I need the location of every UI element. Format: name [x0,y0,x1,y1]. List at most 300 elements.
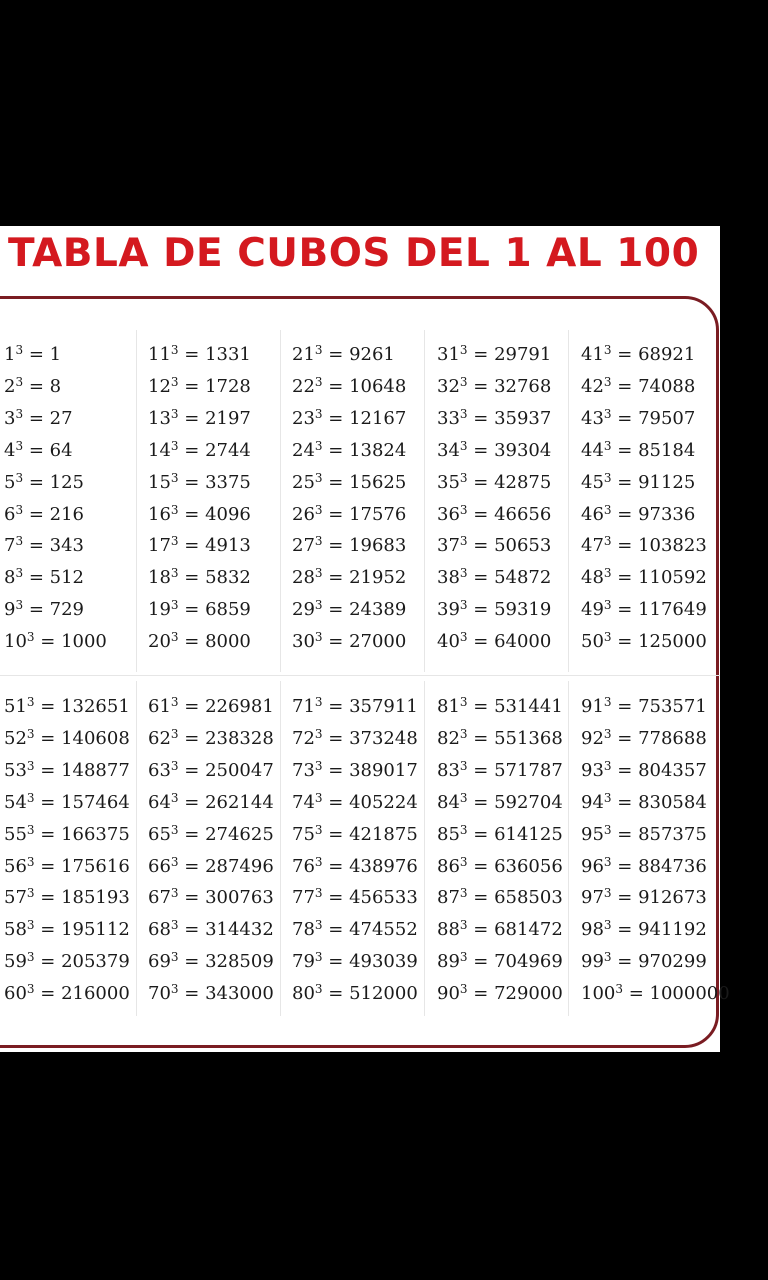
cube-value: 405224 [349,791,418,813]
cube-exponent: 3 [459,758,468,773]
cube-base: 53 [4,759,27,781]
cube-exponent: 3 [603,630,612,645]
cube-base: 24 [292,439,315,461]
cube-value: 729000 [494,983,563,1005]
cube-entry: $94^3 = 830584$ [581,790,707,813]
cube-base: 45 [581,471,604,493]
cube-exponent: 3 [314,950,323,965]
cube-base: 98 [581,919,604,941]
cube-value: 343 [49,535,84,557]
cube-base: 38 [437,567,460,589]
cube-value: 373248 [349,727,418,749]
cube-base: 33 [437,407,460,429]
cube-entry: $22^3 = 10648$ [292,374,407,397]
cube-base: 28 [292,567,315,589]
cube-entry: $86^3 = 636056$ [437,854,563,877]
cube-base: 55 [4,823,27,845]
cube-value: 2744 [205,439,251,461]
cube-base: 3 [4,407,16,429]
cube-exponent: 3 [26,886,35,901]
cube-exponent: 3 [459,534,468,549]
cube-base: 8 [4,567,16,589]
cube-exponent: 3 [170,534,179,549]
cube-base: 54 [4,791,27,813]
cube-base: 93 [581,759,604,781]
cube-exponent: 3 [603,758,612,773]
cube-exponent: 3 [314,790,323,805]
cube-entry: $48^3 = 110592$ [581,566,707,589]
cube-entry: $12^3 = 1728$ [148,374,251,397]
cube-entry: $34^3 = 39304$ [437,438,552,461]
cube-entry: $97^3 = 912673$ [581,886,707,909]
cube-exponent: 3 [170,790,179,805]
cube-exponent: 3 [603,470,612,485]
cube-base: 13 [148,407,171,429]
cube-base: 79 [292,951,315,973]
column-divider [136,330,137,672]
cube-value: 8000 [205,631,251,653]
cube-base: 71 [292,696,315,717]
cube-base: 59 [4,951,27,973]
cube-base: 77 [292,887,315,909]
cube-value: 35937 [494,407,552,429]
cube-exponent: 3 [170,438,179,453]
cube-exponent: 3 [314,695,323,709]
cube-base: 67 [148,887,171,909]
cube-exponent: 3 [459,343,468,357]
cube-exponent: 3 [603,854,612,869]
cube-base: 63 [148,759,171,781]
cube-exponent: 3 [314,630,323,645]
cube-exponent: 3 [615,982,623,997]
cube-value: 343000 [205,983,274,1005]
cube-entry: $77^3 = 456533$ [292,886,418,909]
cube-exponent: 3 [603,566,612,581]
cube-entry: $31^3 = 29791$ [437,343,552,365]
cube-exponent: 3 [170,630,179,645]
cube-exponent: 3 [459,950,468,965]
cube-exponent: 3 [314,822,323,837]
cube-exponent: 3 [170,918,179,933]
column-divider [280,330,281,672]
cube-value: 117649 [638,599,707,621]
cube-value: 27000 [349,631,407,653]
cube-value: 389017 [349,759,418,781]
cube-exponent: 3 [26,758,35,773]
cube-exponent: 3 [603,502,612,517]
cube-entry: $76^3 = 438976$ [292,854,418,877]
cube-entry: $35^3 = 42875$ [437,470,552,493]
cube-exponent: 3 [15,406,24,421]
cube-entry: $14^3 = 2744$ [148,438,251,461]
cube-base: 66 [148,855,171,877]
cube-base: 70 [148,983,171,1005]
cube-base: 1 [4,344,16,365]
cube-exponent: 3 [170,822,179,837]
column-divider [568,330,569,672]
cube-value: 125 [49,471,84,493]
cube-exponent: 3 [459,854,468,869]
cube-exponent: 3 [314,886,323,901]
cube-exponent: 3 [459,726,468,741]
cube-base: 48 [581,567,604,589]
cube-base: 31 [437,344,460,365]
cube-exponent: 3 [459,790,468,805]
cube-entry: $25^3 = 15625$ [292,470,407,493]
cube-value: 17576 [349,503,407,525]
cube-value: 274625 [205,823,274,845]
cube-entry: $100^3 = 1000000$ [581,982,730,1005]
cube-exponent: 3 [170,854,179,869]
cube-base: 81 [437,696,460,717]
cube-value: 19683 [349,535,407,557]
cube-base: 82 [437,727,460,749]
cube-entry: $91^3 = 753571$ [581,695,707,717]
cube-value: 8 [49,375,62,397]
cube-base: 64 [148,791,171,813]
cube-value: 262144 [205,791,274,813]
cube-base: 35 [437,471,460,493]
cube-exponent: 3 [170,886,179,901]
cube-base: 6 [4,503,16,525]
cube-base: 84 [437,791,460,813]
cube-entry: $9^3 = 729$ [4,598,84,621]
cube-entry: $82^3 = 551368$ [437,726,563,749]
cube-exponent: 3 [170,950,179,965]
cube-entry: $70^3 = 343000$ [148,982,274,1005]
cube-entry: $36^3 = 46656$ [437,502,552,525]
cube-value: 216000 [61,983,130,1005]
cube-value: 91125 [638,471,696,493]
cube-value: 592704 [494,791,563,813]
cube-exponent: 3 [459,886,468,901]
cube-value: 21952 [349,567,407,589]
cube-entry: $73^3 = 389017$ [292,758,418,781]
cube-value: 140608 [61,727,130,749]
cube-entry: $11^3 = 1331$ [148,343,251,365]
cube-entry: $21^3 = 9261$ [292,343,395,365]
cube-value: 474552 [349,919,418,941]
cube-entry: $65^3 = 274625$ [148,822,274,845]
cube-entry: $71^3 = 357911$ [292,695,418,717]
cube-entry: $40^3 = 64000$ [437,630,552,653]
cube-value: 778688 [638,727,707,749]
cube-exponent: 3 [314,534,323,549]
cube-value: 857375 [638,823,707,845]
cube-base: 4 [4,439,16,461]
cube-base: 97 [581,887,604,909]
cube-entry: $49^3 = 117649$ [581,598,707,621]
cube-exponent: 3 [603,822,612,837]
cube-base: 23 [292,407,315,429]
cube-entry: $72^3 = 373248$ [292,726,418,749]
cube-exponent: 3 [603,598,612,613]
cube-entry: $3^3 = 27$ [4,406,73,429]
cube-value: 97336 [638,503,696,525]
cube-entry: $37^3 = 50653$ [437,534,552,557]
cube-value: 64 [49,439,73,461]
cube-entry: $38^3 = 54872$ [437,566,552,589]
cube-exponent: 3 [603,950,612,965]
cube-value: 1000000 [649,983,730,1005]
cube-value: 357911 [349,696,418,717]
cube-value: 1 [49,344,62,365]
cube-entry: $78^3 = 474552$ [292,918,418,941]
cube-value: 1000 [61,631,107,653]
cube-exponent: 3 [15,502,24,517]
cube-exponent: 3 [170,374,179,389]
cube-base: 40 [437,631,460,653]
cube-entry: $4^3 = 64$ [4,438,73,461]
cube-value: 79507 [638,407,696,429]
cube-entry: $90^3 = 729000$ [437,982,563,1005]
cube-base: 41 [581,344,604,365]
cube-entry: $68^3 = 314432$ [148,918,274,941]
cube-exponent: 3 [26,726,35,741]
cube-exponent: 3 [314,470,323,485]
cube-exponent: 3 [15,343,24,357]
cube-value: 2197 [205,407,251,429]
cube-value: 42875 [494,471,552,493]
cube-base: 72 [292,727,315,749]
cube-base: 89 [437,951,460,973]
cube-exponent: 3 [603,438,612,453]
cube-value: 157464 [61,791,130,813]
cube-entry: $19^3 = 6859$ [148,598,251,621]
cube-entry: $43^3 = 79507$ [581,406,696,429]
cube-exponent: 3 [603,343,612,357]
cube-value: 250047 [205,759,274,781]
cube-exponent: 3 [314,854,323,869]
cube-base: 30 [292,631,315,653]
cube-entry: $30^3 = 27000$ [292,630,407,653]
cube-entry: $28^3 = 21952$ [292,566,407,589]
cube-entry: $99^3 = 970299$ [581,950,707,973]
cube-exponent: 3 [15,470,24,485]
cube-exponent: 3 [459,470,468,485]
cube-value: 110592 [638,567,707,589]
cube-exponent: 3 [26,854,35,869]
cube-table-sheet [0,226,730,1052]
cube-value: 912673 [638,887,707,909]
cube-exponent: 3 [603,918,612,933]
cube-value: 74088 [638,375,696,397]
cube-entry: $33^3 = 35937$ [437,406,552,429]
column-divider [424,330,425,672]
cube-exponent: 3 [459,982,468,997]
cube-base: 27 [292,535,315,557]
cube-exponent: 3 [170,695,179,709]
cube-base: 10 [4,631,27,653]
cube-value: 148877 [61,759,130,781]
cube-entry: $46^3 = 97336$ [581,502,696,525]
cube-base: 18 [148,567,171,589]
cube-entry: $85^3 = 614125$ [437,822,563,845]
cube-entry: $55^3 = 166375$ [4,822,130,845]
cube-entry: $6^3 = 216$ [4,502,84,525]
cube-value: 1728 [205,375,251,397]
cube-entry: $2^3 = 8$ [4,374,62,397]
cube-base: 5 [4,471,16,493]
cube-entry: $62^3 = 238328$ [148,726,274,749]
cube-entry: $53^3 = 148877$ [4,758,130,781]
cube-base: 76 [292,855,315,877]
cube-entry: $26^3 = 17576$ [292,502,407,525]
cube-exponent: 3 [459,406,468,421]
cube-base: 26 [292,503,315,525]
cube-base: 83 [437,759,460,781]
cube-value: 27 [49,407,73,429]
cube-base: 68 [148,919,171,941]
cube-base: 16 [148,503,171,525]
cube-entry: $61^3 = 226981$ [148,695,274,717]
cube-entry: $66^3 = 287496$ [148,854,274,877]
cube-base: 94 [581,791,604,813]
cube-exponent: 3 [170,982,179,997]
cube-value: 512000 [349,983,418,1005]
cube-exponent: 3 [314,566,323,581]
cube-entry: $10^3 = 1000$ [4,630,107,653]
cube-value: 830584 [638,791,707,813]
cube-exponent: 3 [314,438,323,453]
cube-entry: $79^3 = 493039$ [292,950,418,973]
cube-base: 69 [148,951,171,973]
cube-base: 32 [437,375,460,397]
cube-value: 216 [49,503,84,525]
cube-value: 658503 [494,887,563,909]
cube-value: 531441 [494,696,563,717]
cube-entry: $44^3 = 85184$ [581,438,696,461]
cube-value: 614125 [494,823,563,845]
cube-exponent: 3 [314,982,323,997]
cube-base: 2 [4,375,16,397]
cube-entry: $81^3 = 531441$ [437,695,563,717]
cube-entry: $1^3 = 1$ [4,343,62,365]
cube-exponent: 3 [26,790,35,805]
cube-exponent: 3 [459,822,468,837]
cube-value: 970299 [638,951,707,973]
cube-entry: $92^3 = 778688$ [581,726,707,749]
cube-entry: $51^3 = 132651$ [4,695,130,717]
cube-entry: $80^3 = 512000$ [292,982,418,1005]
cube-entry: $20^3 = 8000$ [148,630,251,653]
cube-value: 4096 [205,503,251,525]
cube-entry: $42^3 = 74088$ [581,374,696,397]
cube-base: 74 [292,791,315,813]
cube-value: 551368 [494,727,563,749]
cube-exponent: 3 [603,374,612,389]
cube-value: 681472 [494,919,563,941]
cube-value: 314432 [205,919,274,941]
cube-value: 704969 [494,951,563,973]
cube-exponent: 3 [170,470,179,485]
cube-value: 205379 [61,951,130,973]
cube-base: 51 [4,696,27,717]
cube-base: 11 [148,344,171,365]
cube-value: 571787 [494,759,563,781]
cube-value: 15625 [349,471,407,493]
cube-exponent: 3 [170,598,179,613]
cube-entry: $8^3 = 512$ [4,566,84,589]
cube-exponent: 3 [15,534,24,549]
cube-entry: $64^3 = 262144$ [148,790,274,813]
cube-base: 85 [437,823,460,845]
cube-value: 54872 [494,567,552,589]
cube-base: 99 [581,951,604,973]
cube-value: 46656 [494,503,552,525]
cube-base: 34 [437,439,460,461]
cube-base: 9 [4,599,16,621]
cube-base: 22 [292,375,315,397]
cube-value: 85184 [638,439,696,461]
cube-value: 287496 [205,855,274,877]
cube-entry: $93^3 = 804357$ [581,758,707,781]
cube-exponent: 3 [459,598,468,613]
cube-value: 12167 [349,407,407,429]
column-divider [568,681,569,1016]
cube-value: 13824 [349,439,407,461]
cube-exponent: 3 [603,406,612,421]
cube-base: 61 [148,696,171,717]
cube-exponent: 3 [314,343,323,357]
column-divider [136,681,137,1016]
cube-value: 50653 [494,535,552,557]
cube-entry: $32^3 = 32768$ [437,374,552,397]
cube-base: 100 [581,983,616,1005]
cube-base: 47 [581,535,604,557]
cube-base: 46 [581,503,604,525]
cube-entry: $57^3 = 185193$ [4,886,130,909]
cube-entry: $98^3 = 941192$ [581,918,707,941]
cube-exponent: 3 [15,598,24,613]
cube-entry: $7^3 = 343$ [4,534,84,557]
cube-base: 52 [4,727,27,749]
cube-entry: $5^3 = 125$ [4,470,84,493]
cube-value: 29791 [494,344,552,365]
cube-value: 493039 [349,951,418,973]
cube-value: 39304 [494,439,552,461]
cube-exponent: 3 [459,502,468,517]
cube-entry: $56^3 = 175616$ [4,854,130,877]
cube-value: 103823 [638,535,707,557]
cube-base: 80 [292,983,315,1005]
cube-exponent: 3 [26,695,35,709]
cube-base: 21 [292,344,315,365]
cube-entry: $27^3 = 19683$ [292,534,407,557]
cube-value: 132651 [61,696,130,717]
cube-exponent: 3 [459,566,468,581]
cube-value: 6859 [205,599,251,621]
cube-base: 50 [581,631,604,653]
cube-base: 86 [437,855,460,877]
cube-entry: $63^3 = 250047$ [148,758,274,781]
cube-value: 9261 [349,344,395,365]
column-divider [280,681,281,1016]
cube-entry: $52^3 = 140608$ [4,726,130,749]
cube-exponent: 3 [314,758,323,773]
cube-base: 42 [581,375,604,397]
cube-exponent: 3 [15,438,24,453]
cube-exponent: 3 [170,758,179,773]
cube-base: 49 [581,599,604,621]
cube-base: 65 [148,823,171,845]
cube-value: 941192 [638,919,707,941]
cube-value: 185193 [61,887,130,909]
column-divider [424,681,425,1016]
cube-value: 64000 [494,631,552,653]
cube-entry: $84^3 = 592704$ [437,790,563,813]
cube-value: 5832 [205,567,251,589]
